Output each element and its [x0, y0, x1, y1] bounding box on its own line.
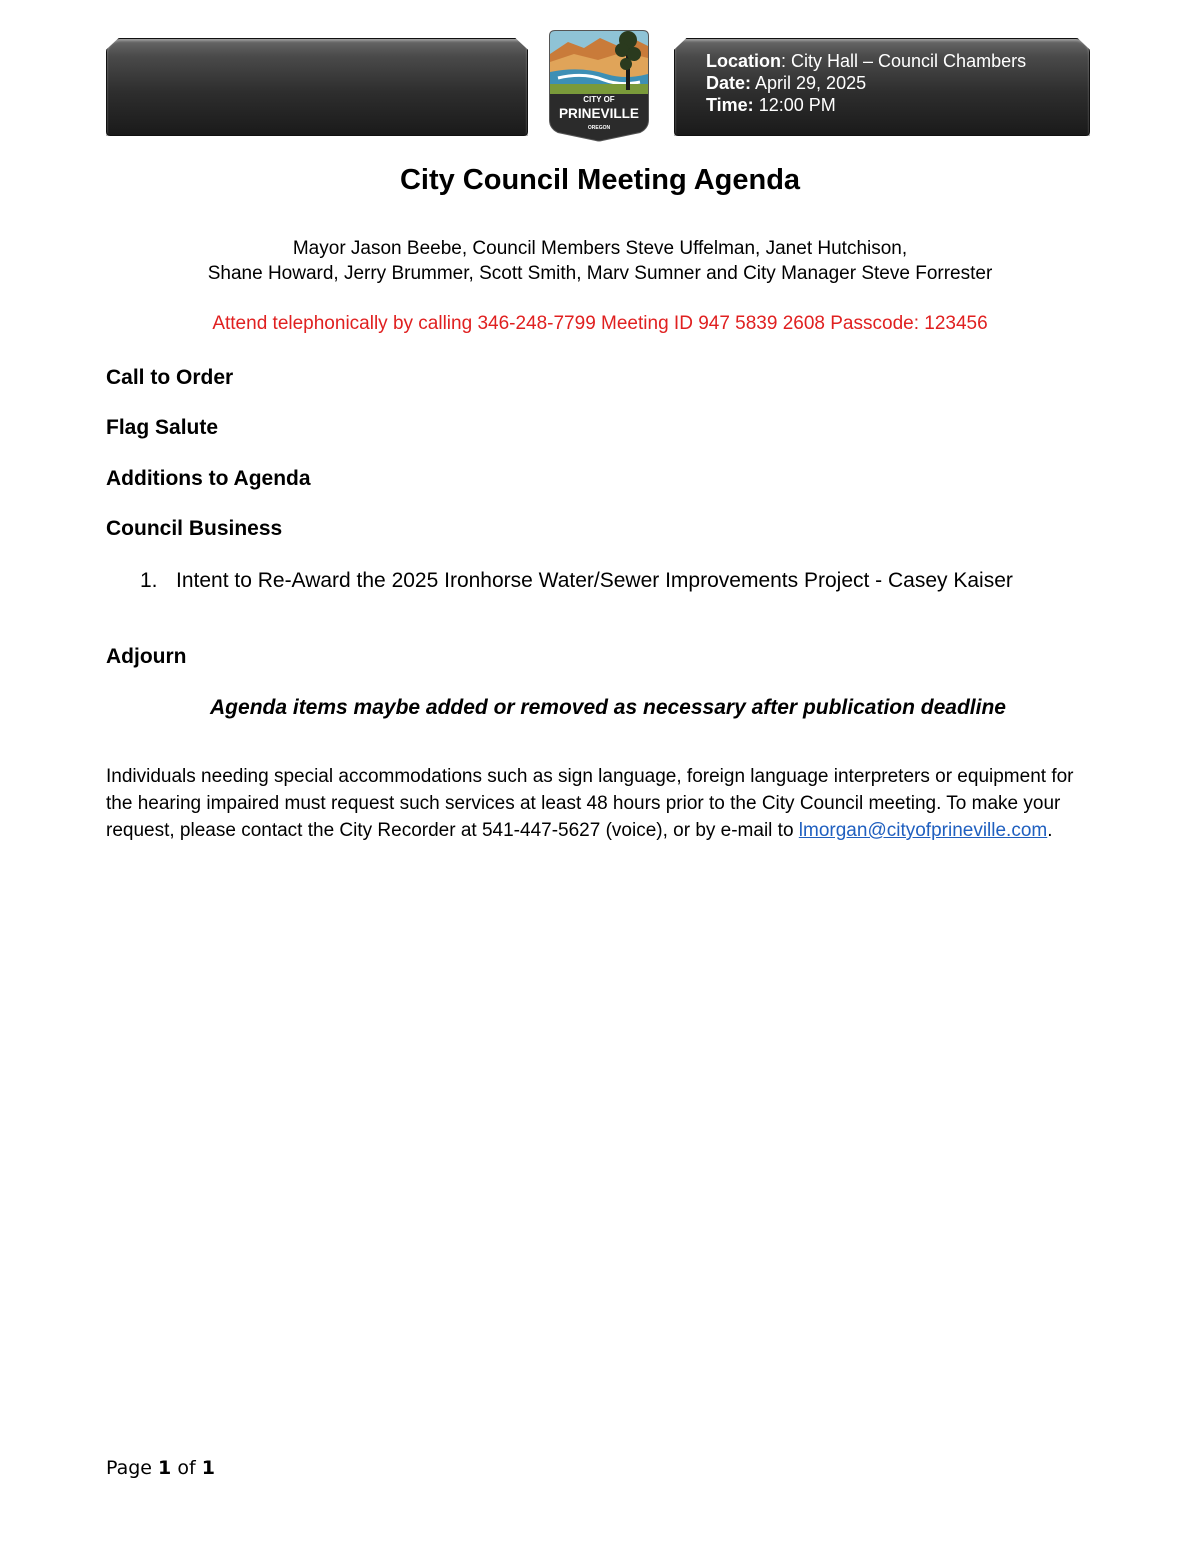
date-line	[706, 72, 1086, 94]
accommodations-text: Individuals needing special accommodations such as sign language, foreign language interpreters or equipment for the hearing impaired must request such services at least 48 hours prior to the City Council meeting. To make your request, please contact the City Recorder at 541-447-5627 (voice), or by e-mail to	[106, 766, 1074, 841]
heading-council-business: Council Business	[106, 517, 283, 540]
heading-additions-to-agenda: Additions to Agenda	[106, 467, 311, 490]
city-of-prineville-logo	[540, 28, 658, 144]
location-label: Location	[706, 51, 781, 71]
page-title: City Council Meeting Agenda	[399, 164, 801, 196]
heading-flag-salute: Flag Salute	[106, 416, 219, 439]
agenda-item	[140, 567, 1070, 594]
agenda-change-notice: Agenda items maybe added or removed as necessary after publication deadline	[210, 696, 1006, 719]
time-value: 12:00 PM	[753, 95, 836, 115]
logo-text-main: PRINEVILLE	[559, 105, 639, 121]
logo-text-top: CITY OF	[583, 95, 615, 104]
page-current: 1	[158, 1457, 172, 1479]
heading-call-to-order: Call to Order	[106, 366, 234, 389]
accommodations-end: .	[1047, 820, 1053, 841]
members-line-1: Mayor Jason Beebe, Council Members Steve Uffelman, Janet Hutchison,	[292, 238, 908, 259]
page-of-word: of	[171, 1457, 202, 1479]
council-members	[0, 236, 1200, 286]
time-line	[706, 94, 1086, 116]
location-value: : City Hall – Council Chambers	[781, 51, 1027, 71]
telephone-attendance-notice: Attend telephonically by calling 346-248-7799 Meeting ID 947 5839 2608 Passcode: 123456	[212, 313, 988, 334]
page-total: 1	[201, 1457, 215, 1479]
date-label: Date:	[706, 73, 752, 93]
members-line-2: Shane Howard, Jerry Brummer, Scott Smith, Marv Sumner and City Manager Steve Forrester	[207, 263, 993, 284]
recorder-email-link[interactable]: lmorgan@cityofprineville.com	[798, 820, 1048, 841]
page-number	[106, 1456, 215, 1480]
location-line	[706, 50, 1086, 72]
logo-text-bottom: OREGON	[587, 125, 611, 131]
agenda-item-text: Intent to Re-Award the 2025 Ironhorse Water/Sewer Improvements Project - Casey Kaiser	[176, 569, 1013, 592]
header-banner-left	[106, 38, 528, 136]
date-value: April 29, 2025	[751, 73, 867, 93]
meeting-info	[706, 50, 1086, 116]
agenda-item-number: 1.	[140, 569, 158, 592]
accommodations-paragraph	[106, 763, 1096, 844]
time-label: Time:	[706, 95, 754, 115]
heading-adjourn: Adjourn	[106, 645, 187, 668]
page-word: Page	[106, 1457, 159, 1479]
